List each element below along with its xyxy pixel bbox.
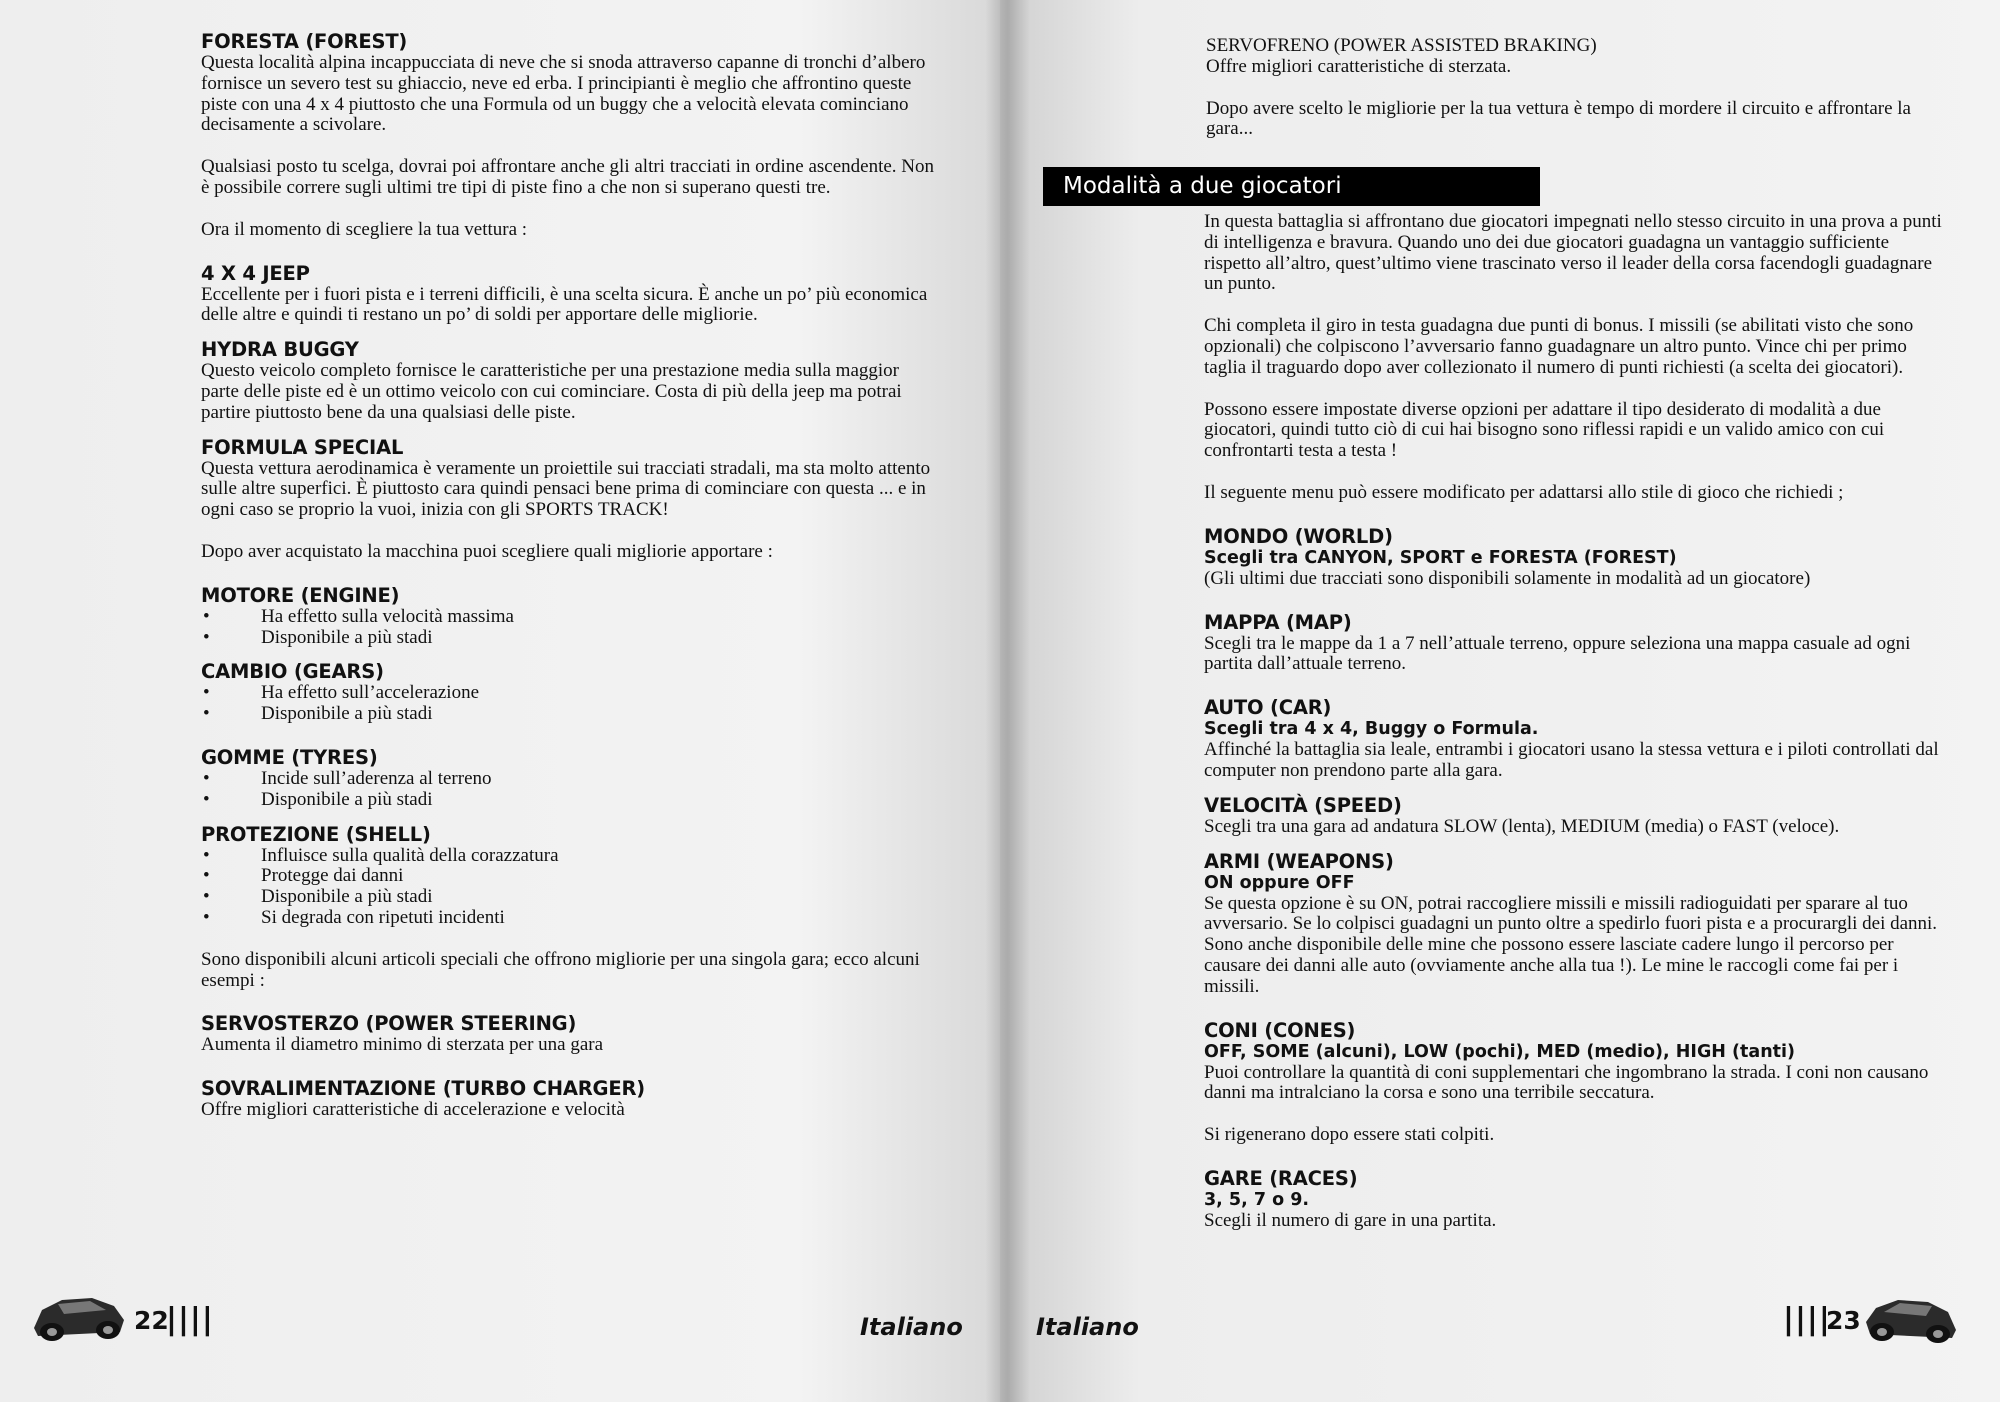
buggy-text: Questo veicolo completo fornisce le caratteristiche per una prestazione media sulla maggior parte delle piste ed è un ottimo veicolo con cui cominciare. Costa di più della jeep ma potrai partire piuttosto bene da una qualsiasi delle piste. <box>201 360 902 423</box>
right-column-top <box>1206 36 1946 140</box>
page-number: 23 <box>1826 1306 1861 1335</box>
language-label: Italiano <box>1036 1313 1139 1341</box>
cones-text: Puoi controllare la quantità di coni supplementari che ingombrano la strada. I coni non causano danni ma intralciano la corsa e sono una terribile seccatura. <box>1204 1061 1929 1104</box>
list-item: • Ha effetto sulla velocità massima <box>201 607 941 628</box>
cones-text-2: Si rigenerano dopo essere stati colpiti. <box>1204 1124 1495 1146</box>
races-heading: GARE (RACES) <box>1204 1166 1358 1190</box>
upgrades-intro: Dopo aver acquistato la macchina puoi scegliere quali migliorie apportare : <box>201 540 773 562</box>
list-item: • Si degrada con ripetuti incidenti <box>201 908 941 929</box>
turbo-heading: SOVRALIMENTAZIONE (TURBO CHARGER) <box>201 1077 645 1101</box>
page-bars: |||| <box>1783 1302 1831 1337</box>
steering-text: Aumenta il diametro minimo di sterzata per una gara <box>201 1034 604 1056</box>
car-text: Affinché la battaglia sia leale, entrambi i giocatori usano la stessa vettura e i piloti controllati dal computer non prendono parte alla gara. <box>1204 739 1939 781</box>
world-options: Scegli tra CANYON, SPORT e FORESTA (FOREST) <box>1204 547 1677 568</box>
weapons-heading: ARMI (WEAPONS) <box>1204 849 1394 873</box>
left-column <box>201 30 941 1121</box>
races-text: Scegli il numero di gare in una partita. <box>1204 1209 1497 1231</box>
cones-options: OFF, SOME (alcuni), LOW (pochi), MED (medio), HIGH (tanti) <box>1204 1041 1796 1062</box>
car-options: Scegli tra 4 x 4, Buggy o Formula. <box>1204 719 1539 740</box>
right-column <box>1204 212 1948 1232</box>
engine-heading: MOTORE (ENGINE) <box>201 583 400 607</box>
language-label: Italiano <box>860 1313 963 1341</box>
list-item: • Influisce sulla qualità della corazzatura <box>201 846 941 867</box>
forest-text: Questa località alpina incappucciata di neve che si snoda attraverso capanne di tronchi d’albero fornisce un severo test su ghiaccio, neve ed erba. I principianti è meglio che affrontino queste piste con una 4 x 4 piuttosto che una Formula od un buggy che a velocità elevata cominciano decisamente a scivolare. <box>201 52 926 136</box>
tyres-list <box>201 769 941 811</box>
list-item: • Ha effetto sull’accelerazione <box>201 683 941 704</box>
turbo-text: Offre migliori caratteristiche di accelerazione e velocità <box>201 1099 625 1121</box>
weapons-text: Se questa opzione è su ON, potrai raccogliere missili e missili radioguidati per sparare al tuo avversario. Se lo colpisci guadagni un punto oltre a spedirlo fuori pista e a procurargli dei danni. Sono anche disponibile delle mine che possono essere lasciate cadere lungo il percorso per causare dei danni alle auto (ovviamente anche alla tua !). Le mine le raccogli come fai per i missili. <box>1204 892 1938 997</box>
list-item: • Disponibile a più stadi <box>201 628 941 649</box>
choose-car-text: Ora il momento di scegliere la tua vettura : <box>201 218 528 240</box>
car-icon <box>28 1288 128 1344</box>
list-item: • Protegge dai danni <box>201 866 941 887</box>
shell-list <box>201 846 941 929</box>
cones-heading: CONI (CONES) <box>1204 1018 1356 1042</box>
car-icon <box>1862 1290 1962 1346</box>
book-gutter <box>985 0 1030 1402</box>
forest-heading: FORESTA (FOREST) <box>201 30 408 53</box>
engine-list <box>201 607 941 649</box>
list-item: • Disponibile a più stadi <box>201 887 941 908</box>
jeep-text: Eccellente per i fuori pista e i terreni difficili, è una scelta sicura. È anche un po’ più economica delle altre e quindi ti restano un po’ di soldi per apportare delle migliorie. <box>201 283 928 326</box>
world-heading: MONDO (WORLD) <box>1204 524 1393 548</box>
page-number: 22 <box>134 1306 169 1335</box>
two-player-p4: Il seguente menu può essere modificato per adattarsi allo stile di gioco che richiedi ; <box>1204 481 1844 503</box>
weapons-options: ON oppure OFF <box>1204 872 1355 893</box>
braking-text: Offre migliori caratteristiche di sterzata. <box>1206 55 1512 77</box>
gears-list <box>201 683 941 725</box>
formula-heading: FORMULA SPECIAL <box>201 435 404 459</box>
page-bars: |||| <box>166 1302 214 1337</box>
map-text: Scegli tra le mappe da 1 a 7 nell’attuale terreno, oppure seleziona una mappa casuale ad ogni partita dall’attuale terreno. <box>1204 632 1911 675</box>
section-title: Modalità a due giocatori <box>1043 167 1540 206</box>
shell-heading: PROTEZIONE (SHELL) <box>201 822 431 846</box>
steering-heading: SERVOSTERZO (POWER STEERING) <box>201 1012 577 1036</box>
world-text: (Gli ultimi due tracciati sono disponibili solamente in modalità ad un giocatore) <box>1204 567 1811 589</box>
gears-heading: CAMBIO (GEARS) <box>201 660 384 684</box>
two-player-p2: Chi completa il giro in testa guadagna due punti di bonus. I missili (se abilitati visto che sono opzionali) che colpiscono l’avversario fanno guadagnare un altro punto. Vince chi per primo taglia il traguardo dopo aver collezionato il numero di punti richiesti (a scelta dei giocatori). <box>1204 315 1914 378</box>
list-item: • Disponibile a più stadi <box>201 704 941 725</box>
buggy-heading: HYDRA BUGGY <box>201 338 359 362</box>
list-item: • Disponibile a più stadi <box>201 790 941 811</box>
outro-text: Dopo avere scelto le migliorie per la tua vettura è tempo di mordere il circuito e affrontare la gara... <box>1206 97 1911 140</box>
formula-text: Questa vettura aerodinamica è veramente un proiettile sui tracciati stradali, ma sta molto attento sulle altre superfici. È piuttosto cara quindi pensaci bene prima di cominciare con questa ... e in ogni caso se proprio la vuoi, inizia con gli SPORTS TRACK! <box>201 457 931 521</box>
car-heading: AUTO (CAR) <box>1204 696 1332 720</box>
races-options: 3, 5, 7 o 9. <box>1204 1189 1310 1210</box>
jeep-heading: 4 X 4 JEEP <box>201 261 310 285</box>
speed-text: Scegli tra una gara ad andatura SLOW (lenta), MEDIUM (media) o FAST (veloce). <box>1204 815 1840 837</box>
braking-heading: SERVOFRENO (POWER ASSISTED BRAKING) <box>1206 35 1597 56</box>
two-player-p3: Possono essere impostate diverse opzioni per adattare il tipo desiderato di modalità a due giocatori, quindi tutto ciò di cui hai bisogno sono riflessi rapidi e un valido amico con cui confrontarti testa a testa ! <box>1204 398 1885 462</box>
map-heading: MAPPA (MAP) <box>1204 610 1352 634</box>
two-player-p1: In questa battaglia si affrontano due giocatori impegnati nello stesso circuito in una prova a punti di intelligenza e bravura. Quando uno dei due giocatori guadagna un vantaggio sufficiente rispetto all’altro, quest’ultimo viene trascinato verso il leader della corsa facendogli guadagnare un punto. <box>1204 211 1942 295</box>
order-text: Qualsiasi posto tu scelga, dovrai poi affrontare anche gli altri tracciati in ordine ascendente. Non è possibile correre sugli ultimi tre tipi di piste fino a che non si superano questi tre. <box>201 156 935 198</box>
list-item: • Incide sull’aderenza al terreno <box>201 769 941 790</box>
tyres-heading: GOMME (TYRES) <box>201 745 378 769</box>
specials-intro: Sono disponibili alcuni articoli speciali che offrono migliorie per una singola gara; ecco alcuni esempi : <box>201 948 920 991</box>
speed-heading: VELOCITÀ (SPEED) <box>1204 793 1402 817</box>
